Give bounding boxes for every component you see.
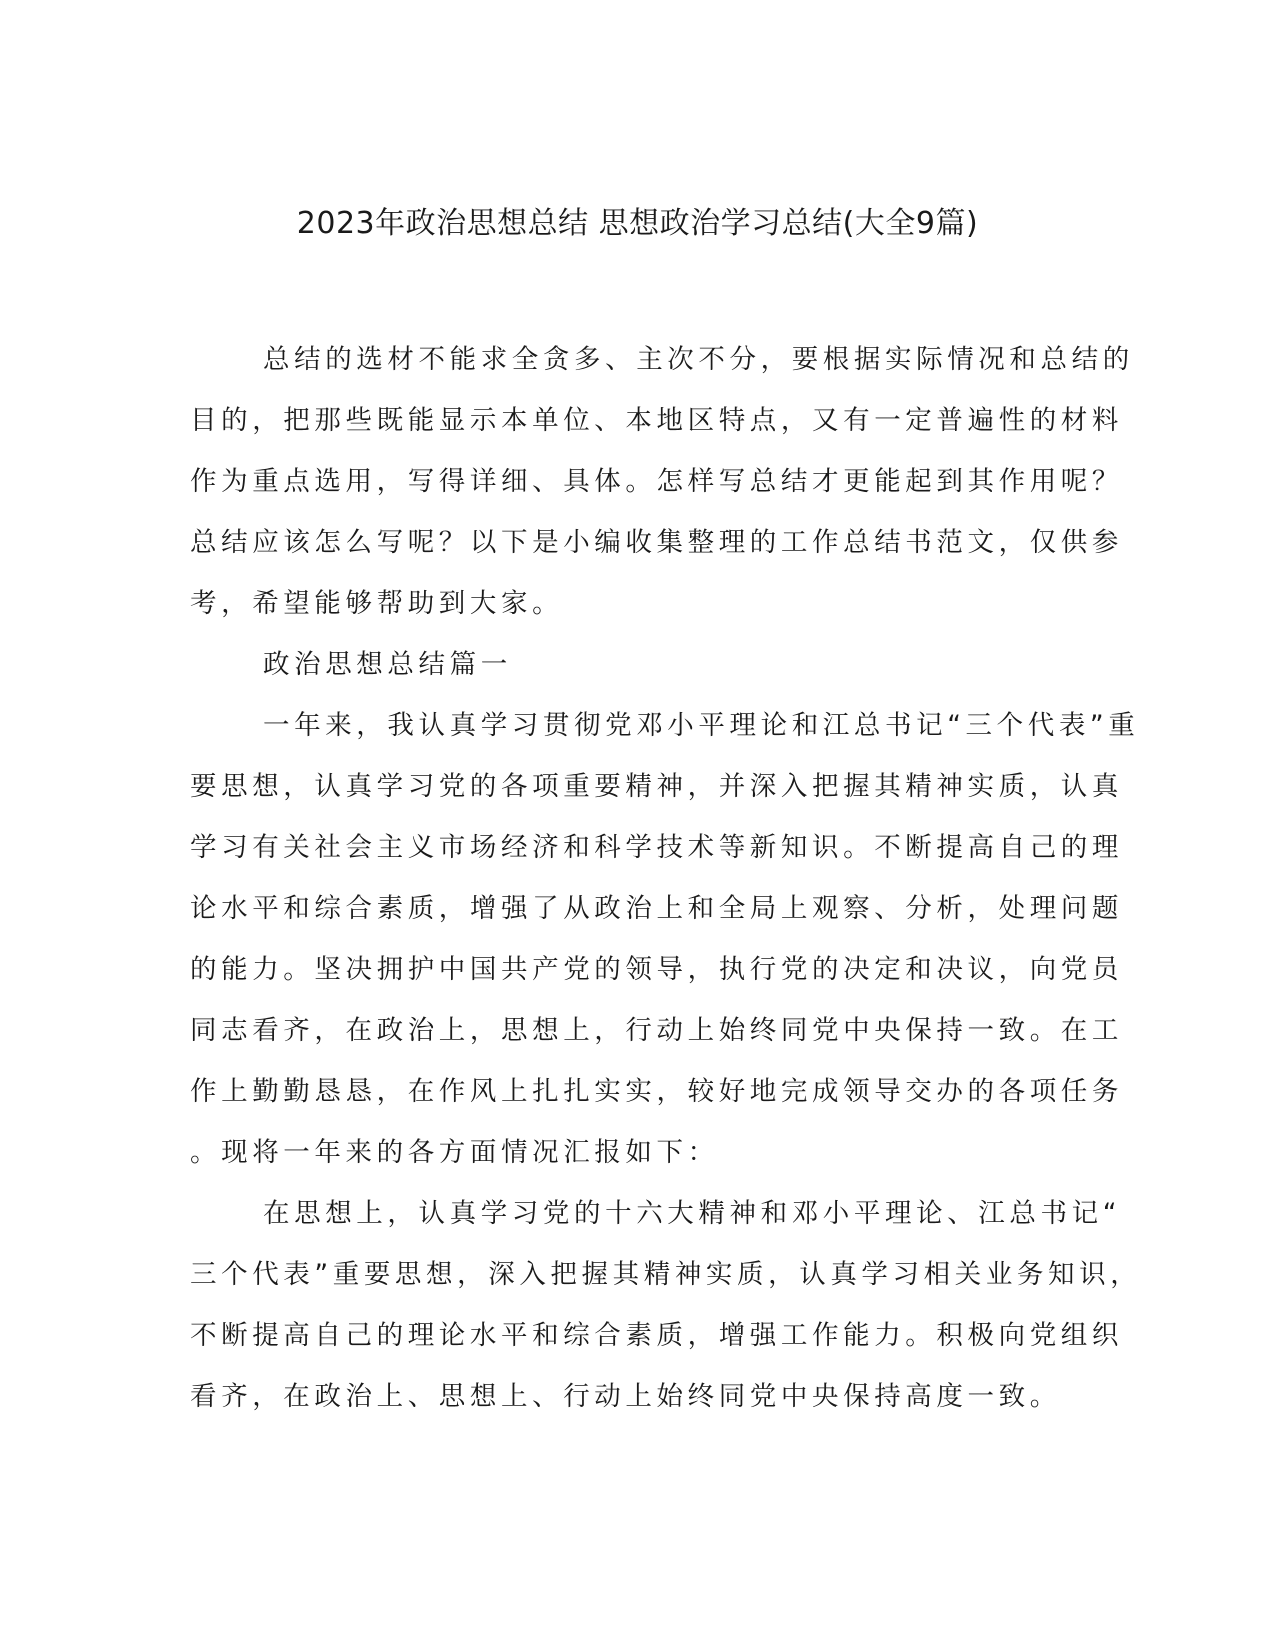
text-line: 考，希望能够帮助到大家。 [190, 588, 564, 619]
text-line: 要思想，认真学习党的各项重要精神，并深入把握其精神实质，认真 [190, 771, 1123, 802]
text-line: 目的，把那些既能显示本单位、本地区特点，又有一定普遍性的材料 [190, 405, 1123, 436]
document-body [190, 329, 1142, 1427]
text-line: 。现将一年来的各方面情况汇报如下： [190, 1137, 719, 1168]
text-line: 一年来，我认真学习贯彻党邓小平理论和江总书记“三个代表”重 [263, 710, 1140, 741]
text-line: 的能力。坚决拥护中国共产党的领导，执行党的决定和决议，向党员 [190, 954, 1123, 985]
document-title: 2023年政治思想总结 思想政治学习总结(大全9篇) [296, 206, 979, 241]
text-line: 三个代表”重要思想，深入把握其精神实质，认真学习相关业务知识， [190, 1259, 1142, 1290]
text-line: 作上勤勤恳恳，在作风上扎扎实实，较好地完成领导交办的各项任务 [190, 1076, 1123, 1107]
text-line: 不断提高自己的理论水平和综合素质，增强工作能力。积极向党组织 [190, 1320, 1123, 1351]
text-line: 总结的选材不能求全贪多、主次不分，要根据实际情况和总结的 [263, 344, 1134, 375]
text-line: 总结应该怎么写呢？以下是小编收集整理的工作总结书范文，仅供参 [190, 527, 1123, 558]
text-line: 在思想上，认真学习党的十六大精神和邓小平理论、江总书记“ [263, 1198, 1122, 1229]
text-line: 看齐，在政治上、思想上、行动上始终同党中央保持高度一致。 [190, 1381, 1061, 1412]
text-line: 学习有关社会主义市场经济和科学技术等新知识。不断提高自己的理 [190, 832, 1123, 863]
text-line: 政治思想总结篇一 [263, 649, 512, 680]
text-line: 作为重点选用，写得详细、具体。怎样写总结才更能起到其作用呢？ [190, 466, 1123, 497]
text-line: 同志看齐，在政治上，思想上，行动上始终同党中央保持一致。在工 [190, 1015, 1123, 1046]
text-line: 论水平和综合素质，增强了从政治上和全局上观察、分析，处理问题 [190, 893, 1123, 924]
